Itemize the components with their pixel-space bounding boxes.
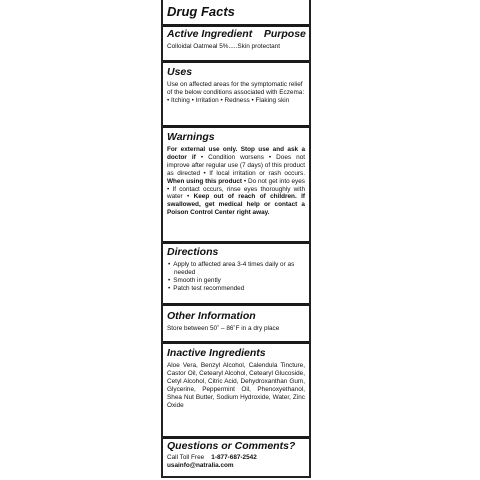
active-ingredient-section: [167, 28, 305, 51]
active-divider: [163, 60, 309, 63]
purpose-heading-label: Purpose: [263, 28, 306, 40]
warning-children: Keep out of reach of children. If swallowed, get medical help or contact a Poison Control Center right away.: [167, 193, 305, 217]
purpose-text: Skin protectant: [237, 43, 280, 50]
warning-eye-contact: • Do not get into eyes • If contact occurs, rinse eyes thoroughly with water •: [167, 177, 305, 201]
active-ingredient-heading: [167, 28, 305, 40]
warning-external-use: For external use only. Stop use and ask a doctor if: [167, 146, 305, 161]
uses-heading: Uses: [167, 66, 193, 78]
active-ingredient-row: [167, 43, 305, 51]
support-email: usainfo@natralia.com: [167, 461, 234, 469]
directions-item: • Smooth in gently: [167, 277, 305, 285]
drug-facts-panel: [161, 0, 311, 478]
inactive-divider: [163, 436, 309, 439]
uses-text: Use on affected areas for the symptomatic relief of the below conditions associated with Eczema: • Itching • Irritation • Redness • Flaking skin: [167, 81, 305, 104]
other-information-section: [167, 310, 305, 333]
warnings-section: [167, 131, 305, 217]
active-ingredient-heading-label: Active Ingredient: [167, 28, 253, 40]
title-divider: [163, 24, 309, 27]
warnings-divider: [163, 241, 309, 244]
directions-divider: [163, 303, 309, 306]
directions-list: [167, 261, 305, 293]
warnings-heading: Warnings: [167, 131, 215, 143]
directions-heading: Directions: [167, 246, 219, 258]
phone-number: 1-877-687-2542: [211, 454, 257, 461]
inactive-ingredients-heading: Inactive Ingredients: [167, 347, 266, 359]
warnings-text: [167, 146, 305, 217]
other-information-divider: [163, 341, 309, 344]
uses-section: [167, 66, 305, 105]
phone-label: Call Toll Free: [167, 454, 205, 461]
email-line: [167, 462, 305, 470]
inactive-ingredients-text: Aloe Vera, Benzyl Alcohol, Calendula Tincture, Castor Oil, Cetearyl Alcohol, Cetearyl Glucoside, Cetyl Alcohol, Citric Acid, Dehydroxanthan Gum, Glycerine, Peppermint Oil, Phenoxyethanol, Shea Nut Butter, Sodium Hydroxide, Water, Zinc Oxide: [167, 362, 305, 409]
other-information-heading: Other Information: [167, 310, 256, 322]
directions-item: • Apply to affected area 3-4 times daily or as needed: [167, 261, 305, 277]
inactive-ingredients-section: [167, 347, 305, 409]
directions-item: • Patch test recommended: [167, 285, 305, 293]
active-ingredient-name: Colloidal Oatmeal 5%: [167, 43, 229, 50]
uses-divider: [163, 125, 309, 128]
drug-facts-title: Drug Facts: [167, 4, 235, 19]
dot-leader: .....: [228, 43, 238, 50]
phone-line: [167, 454, 305, 462]
other-information-text: Store between 50˚ – 86˚F in a dry place: [167, 325, 280, 332]
warning-stop-conditions: • Condition worsens • Does not improve after regular use (7 days) of this product as directed • If local irritation or rash occurs.: [167, 153, 306, 177]
questions-section: [167, 440, 305, 470]
warning-when-using: When using this product: [167, 177, 243, 185]
questions-heading: Questions or Comments?: [167, 440, 296, 452]
directions-section: [167, 246, 305, 293]
drug-facts-title-section: [167, 4, 305, 20]
